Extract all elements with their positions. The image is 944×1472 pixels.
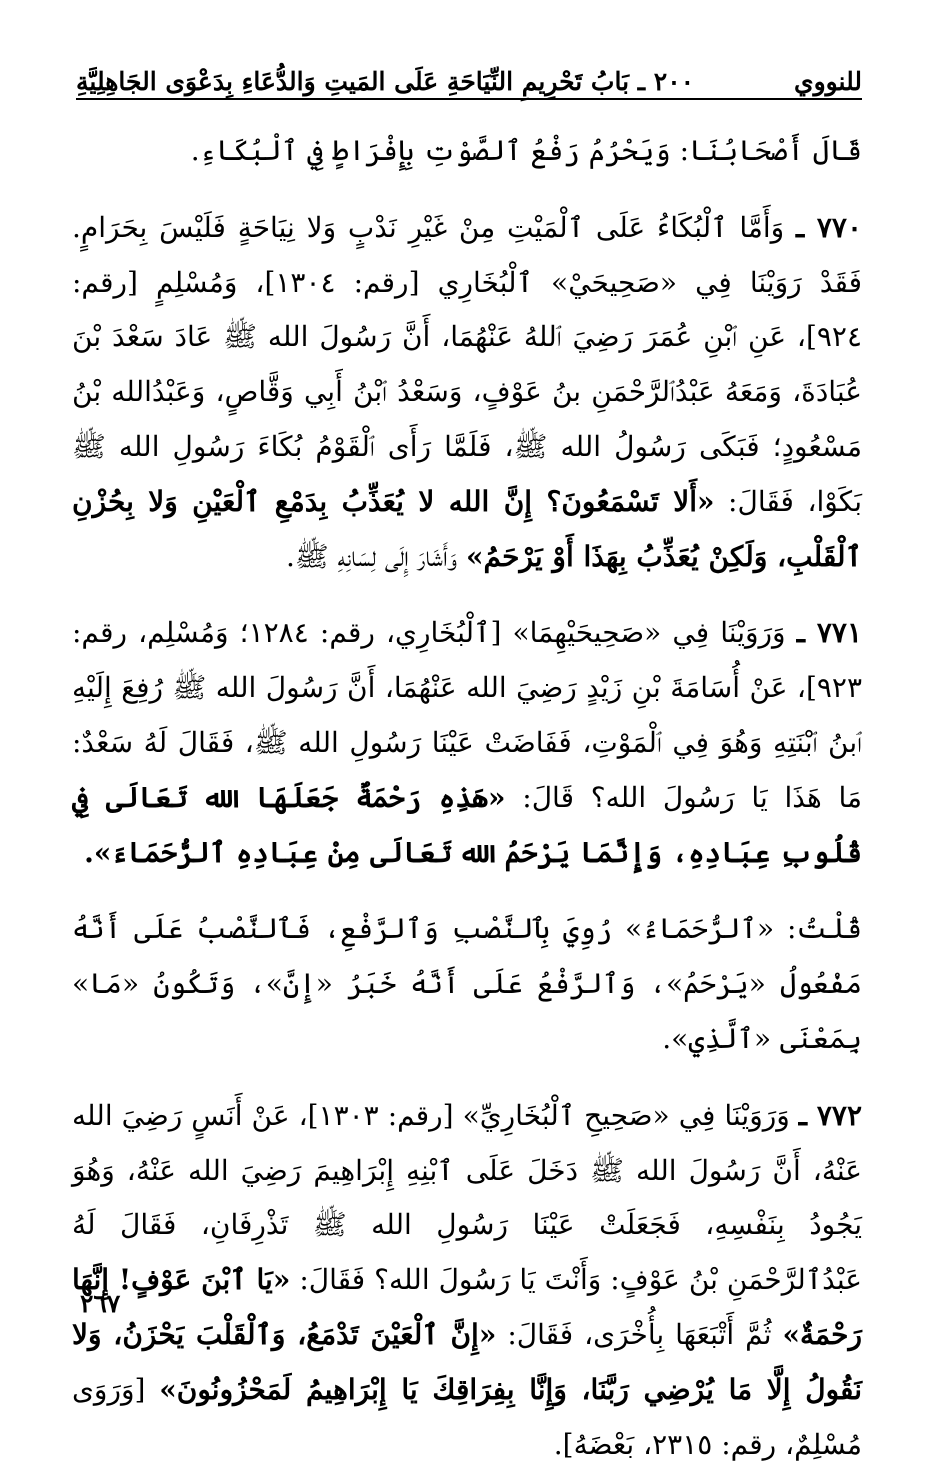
intro-text: قَالَ أَصْحَابُنَا: وَيَحْرُمُ رَفْعُ ٱلصَّوْتِ بِإِفْرَاطٍ فِي ٱلْبُكَاءِ. (190, 134, 862, 167)
hadith-770-quote: «أَلا تَسْمَعُونَ؟ إِنَّ الله لا يُعَذِّبُ بِدَمْعِ ٱلْعَيْنِ وَلا بِحُزْنِ ٱلْقَلْبِ، وَلَكِنْ يُعَذِّبُ بِهَذَا أَوْ يَرْحَمُ» (72, 484, 862, 573)
paragraph-771 (72, 606, 862, 880)
hadith-772-quote-2: «إِنَّ ٱلْعَيْنَ تَدْمَعُ، وَٱلْقَلْبَ يَحْزَنُ، وَلا نَقُولُ إِلَّا مَا يُرْضِي رَبَّنَا، وَإِنَّا بِفِرَاقِكَ يَا إِبْرَاهِيمُ لَمَحْزُونُونَ» (72, 1317, 862, 1406)
running-header (76, 52, 862, 100)
hadith-770-text-a: وَأَمَّا ٱلْبُكَاءُ عَلَى ٱلْمَيْتِ مِنْ غَيْرِ نَدْبٍ وَلا نِيَاحَةٍ فَلَيْسَ بِحَرَامٍ. فَقَدْ رَوَيْنَا فِي «صَحِيحَيْ» ٱلْبُخَارِي [رقم: ١٣٠٤]، وَمُسْلِمٍ [رقم: ٩٢٤]، عَنِ ٱبْنِ عُمَرَ رَضِيَ ٱللهُ عَنْهُمَا، أَنَّ رَسُولَ الله ﷺ عَادَ سَعْدَ بْنَ عُبَادَةَ، وَمَعَهُ عَبْدُٱلرَّحْمَنِ بنُ عَوْفٍ، وَسَعْدُ ٱبْنُ أَبِي وَقَّاصٍ، وَعَبْدُالله بْنُ مَسْعُودٍ؛ فَبَكَى رَسُولُ الله ﷺ، فَلَمَّا رَأَى ٱلْقَوْمُ بُكَاءَ رَسُولِ الله ﷺ بَكَوْا، فَقَالَ: (72, 210, 862, 518)
hadith-772-text-e: [وَرَوَى مُسْلِمٌ، رقم: ٢٣١٥، بَعْضَهُ]. (72, 1372, 862, 1461)
hadith-772-text-a: وَرَوَيْنَا فِي «صَحِيحِ ٱلْبُخَارِيِّ» [رقم: ١٣٠٣]، عَنْ أَنَسٍ رَضِيَ الله عَنْهُ، أَنَّ رَسُولَ الله ﷺ دَخَلَ عَلَى ٱبْنِهِ إِبْرَاهِيمَ رَضِيَ الله عَنْهُ، وَهُوَ يَجُودُ بِنَفْسِهِ، فَجَعَلَتْ عَيْنَا رَسُولِ الله ﷺ تَذْرِفَانِ، فَقَالَ لَهُ عَبْدُٱلرَّحْمَنِ بْنُ عَوْفٍ: وَأَنْتَ يَا رَسُولَ الله؟ فَقَالَ: (72, 1098, 863, 1297)
hadith-770-text-c: وَأَشَارَ إِلَى لِسَانِهِ ﷺ. (285, 539, 458, 573)
hadith-771-text-a: وَرَوَيْنَا فِي «صَحِيحَيْهِمَا» [ٱلْبُخَارِي، رقم: ١٢٨٤؛ وَمُسْلِم، رقم: ٩٢٣]، عَنْ أُسَامَةَ بْنِ زَيْدٍ رَضِيَ الله عَنْهُمَا، أَنَّ رَسُولَ الله ﷺ رُفِعَ إِلَيْهِ ٱبنُ ٱبْنَتِهِ وَهُوَ فِي ٱلْمَوْتِ، فَفَاضَتْ عَيْنَا رَسُولِ الله ﷺ، فَقَالَ لَهُ سَعْدٌ: مَا هَذَا يَا رَسُولَ الله؟ قَالَ: (72, 616, 862, 814)
paragraph-note (72, 902, 862, 1066)
hadith-number-771: ٧٧١ ـ (796, 616, 863, 650)
hadith-772-quote-1: «يَا ٱبْنَ عَوْفٍ! إِنَّهَا رَحْمَةٌ» (72, 1263, 862, 1351)
hadith-number-770: ٧٧٠ ـ (796, 210, 863, 244)
hadith-772-text-c: ثُمَّ أَتْبَعَهَا بِأُخْرَى، فَقَالَ: (507, 1317, 772, 1351)
paragraph-770 (72, 201, 862, 585)
paragraph-772 (72, 1089, 862, 1472)
header-chapter-title: ٢٠٠ ـ بَابُ تَحْرِيمِ النِّيَاحَةِ عَلَى المَيتِ وَالدُّعَاءِ بِدَعْوَى الجَاهِلِيَّةِ (76, 67, 695, 96)
header-author: للنووي (794, 67, 862, 96)
paragraph-intro (72, 124, 862, 179)
page-number: ٢٦٧ (80, 1289, 121, 1318)
hadith-number-772: ٧٧٢ ـ (798, 1098, 862, 1132)
note-text: قُلْتُ: «ٱلرُّحَمَاءُ» رُوِيَ بِٱلنَّصْبِ وَٱلرَّفْعِ، فَٱلنَّصْبُ عَلَى أَنَّهُ مَفْعُولُ «يَرْحَمُ»، وَٱلرَّفْعُ عَلَى أَنَّهُ خَبَرُ «إِنَّ»، وَتَكُونُ «مَا» بِمَعْنَى «ٱلَّذِي». (72, 912, 862, 1055)
hadith-771-quote: «هَذِهِ رَحْمَةٌ جَعَلَهَا الله تَعَالَى فِي قُلُوبِ عِبَادِهِ، وَإِنَّمَا يَرْحَمُ الله تَعَالَى مِنْ عِبَادِهِ ٱلرُّحَمَاءَ». (72, 780, 862, 869)
